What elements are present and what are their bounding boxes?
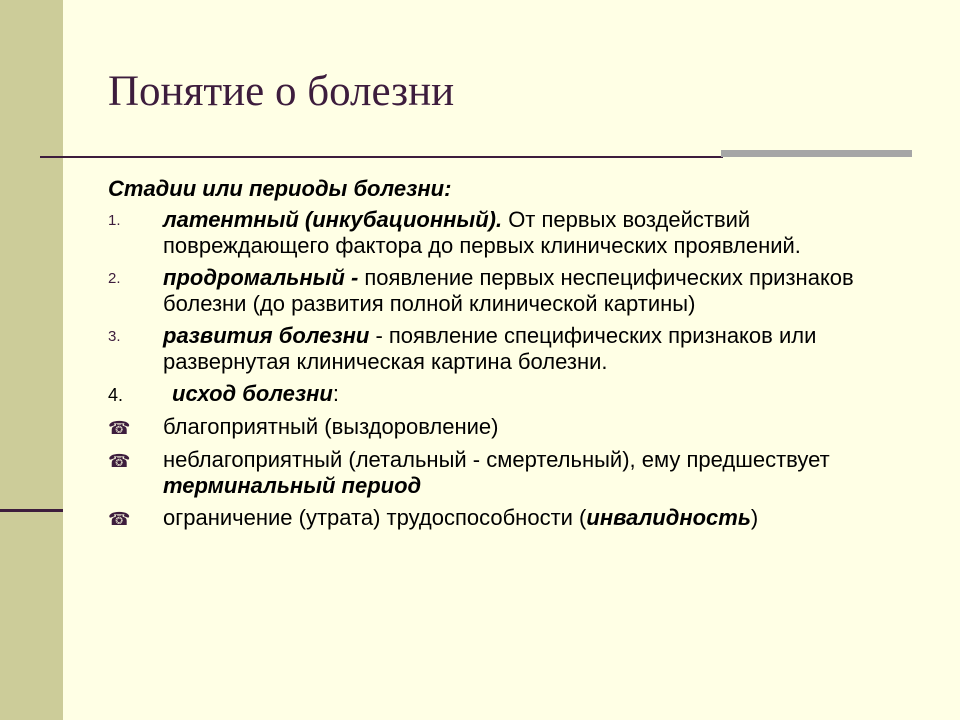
stage-item-3 [108,323,908,375]
phone-icon: ☎ [108,509,131,529]
section-heading: Стадии или периоды болезни: [108,176,452,201]
slide-content [108,176,908,538]
title-underline-accent [721,150,912,157]
stage-description: От первых воздействий повреждающего фактора до первых клинических проявлений. [163,207,801,258]
outcome-text: неблагоприятный (летальный - смертельный), ему предшествует [163,447,830,472]
outcome-text: благоприятный (выздоровление) [163,414,499,439]
outcome-suffix: ) [750,505,759,530]
stage-description: появление первых неспецифических признаков болезни (до развития полной клинической картины) [163,265,854,316]
slide-title: Понятие о болезни [108,68,455,115]
outcome-text: ограничение (утрата) трудоспособности ( [163,505,587,530]
stage-description: - появление специфических признаков или развернутая клиническая картина болезни. [163,323,817,374]
list-number: 1. [108,212,121,229]
outcome-item-3 [108,505,908,532]
list-number: 2. [108,270,121,287]
outcome-text-wrapper [163,505,908,531]
list-number: 4. [108,385,124,405]
outcome-term: терминальный период [163,473,422,498]
phone-icon: ☎ [108,451,131,471]
phone-icon: ☎ [108,418,131,438]
outcome-item-1 [108,414,908,441]
title-underline [40,156,723,158]
sidebar-decoration [0,0,63,720]
stage-item-4 [108,381,908,408]
stage-term: развития болезни [163,323,370,348]
stage-item-2 [108,265,908,317]
outcome-item-2 [108,447,908,499]
stage-text [163,323,908,375]
outcome-text-wrapper [163,447,908,499]
stage-text [163,265,908,317]
list-number: 3. [108,328,121,345]
stage-term: исход болезни [172,381,333,406]
outcome-term: инвалидность [586,505,751,530]
stage-text [163,381,908,407]
stage-term: латентный (инкубационный). [163,207,503,232]
stage-text [163,207,908,259]
stage-item-1 [108,207,908,259]
stage-description: : [332,381,339,406]
stage-term: продромальный - [163,265,359,290]
sidebar-divider [0,509,63,512]
